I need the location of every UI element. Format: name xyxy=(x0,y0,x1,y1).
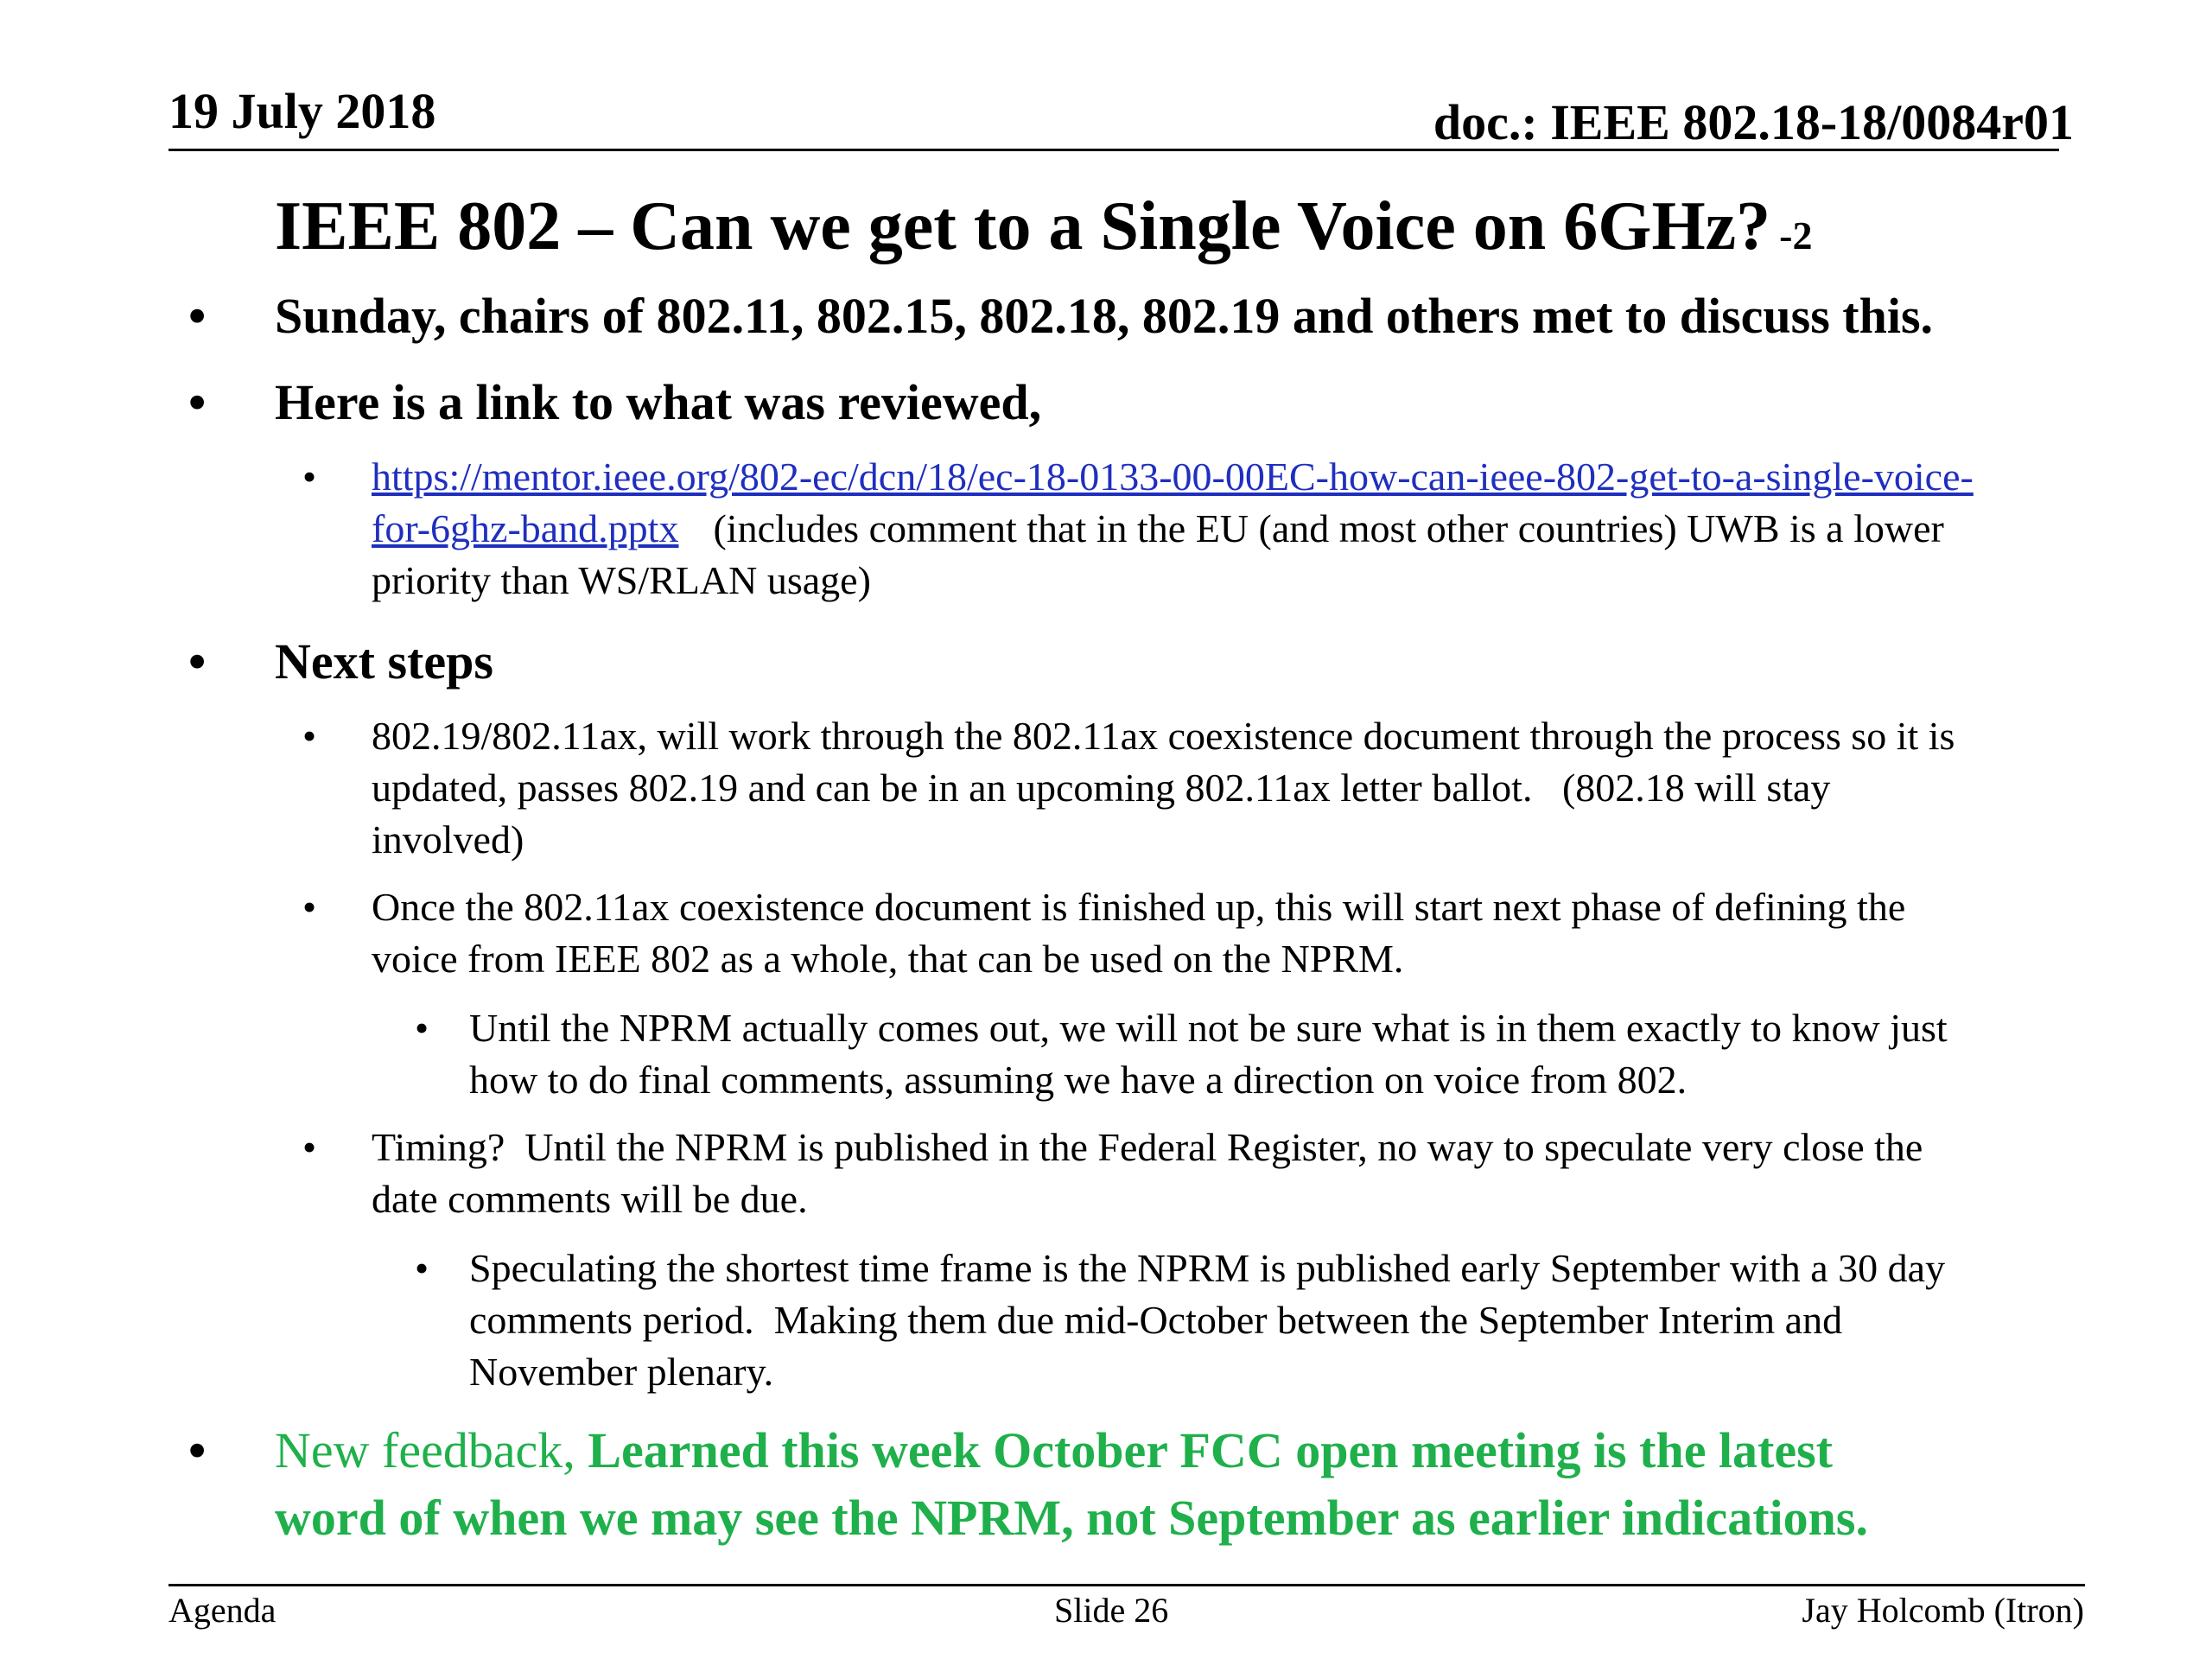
bullet-marker: • xyxy=(415,1246,429,1290)
text-line: 802.19/802.11ax, will work through the 802.11ax coexistence document through the process so it is xyxy=(372,714,1955,758)
header-doc-id: doc.: IEEE 802.18-18/0084r01 xyxy=(1433,94,2074,150)
feedback-text: Learned this week October FCC open meeting is the latest xyxy=(588,1422,1833,1478)
footer-left: Agenda xyxy=(168,1591,276,1630)
header-date: 19 July 2018 xyxy=(168,83,436,139)
feedback-prefix: New feedback, xyxy=(275,1422,575,1478)
feedback-text-cont: word of when we may see the NPRM, not September as earlier indications. xyxy=(275,1490,1868,1546)
bullet-marker: • xyxy=(302,885,317,929)
text-line: involved) xyxy=(372,817,524,861)
bullet-text: Sunday, chairs of 802.11, 802.15, 802.18, 802.19 and others met to discuss this. xyxy=(275,288,1934,344)
feedback-item xyxy=(188,1417,1868,1552)
footer-author: Jay Holcomb (Itron) xyxy=(1802,1591,2084,1630)
list-item xyxy=(302,451,2143,607)
list-item xyxy=(188,370,1042,435)
slide-title-suffix: -2 xyxy=(1779,213,1813,257)
slide-number: Slide 26 xyxy=(1054,1591,1169,1630)
bullet-text: Next steps xyxy=(275,633,493,690)
reviewed-doc-link-cont[interactable]: for-6ghz-band.pptx xyxy=(372,506,679,550)
text-line: Timing? Until the NPRM is published in the Federal Register, no way to speculate very close the xyxy=(372,1125,1923,1169)
text-line: how to do final comments, assuming we have a direction on voice from 802. xyxy=(469,1058,1688,1102)
bullet-text: Here is a link to what was reviewed, xyxy=(275,374,1042,430)
bullet-marker: • xyxy=(188,633,207,690)
link-note: (includes comment that in the EU (and most other countries) UWB is a lower xyxy=(713,506,1944,550)
text-line: updated, passes 802.19 and can be in an upcoming 802.11ax letter ballot. (802.18 will stay xyxy=(372,766,1831,810)
link-note-cont: priority than WS/RLAN usage) xyxy=(372,558,871,602)
list-item xyxy=(302,881,2143,985)
text-line: Once the 802.11ax coexistence document is finished up, this will start next phase of defining the xyxy=(372,885,1906,929)
bullet-marker: • xyxy=(415,1006,429,1050)
reviewed-doc-link[interactable]: https://mentor.ieee.org/802-ec/dcn/18/ec-18-0133-00-00EC-how-can-ieee-802-get-to-a-single-voice- xyxy=(372,454,1974,499)
list-item xyxy=(302,710,2143,866)
list-item xyxy=(415,1243,2145,1398)
list-item xyxy=(188,283,1934,348)
bullet-marker: • xyxy=(302,454,317,499)
text-line: Until the NPRM actually comes out, we will not be sure what is in them exactly to know just xyxy=(469,1006,1948,1050)
footer-divider xyxy=(168,1584,2085,1586)
text-line: November plenary. xyxy=(469,1350,774,1394)
bullet-marker: • xyxy=(302,1125,317,1169)
bullet-marker: • xyxy=(188,374,207,430)
list-item xyxy=(188,629,493,694)
list-item xyxy=(415,1002,2145,1106)
bullet-marker: • xyxy=(188,288,207,344)
text-line: date comments will be due. xyxy=(372,1177,808,1221)
bullet-marker: • xyxy=(302,714,317,758)
text-line: Speculating the shortest time frame is the NPRM is published early September with a 30 day xyxy=(469,1246,1946,1290)
text-line: voice from IEEE 802 as a whole, that can be used on the NPRM. xyxy=(372,937,1404,981)
text-line: comments period. Making them due mid-October between the September Interim and xyxy=(469,1298,1843,1342)
bullet-marker: • xyxy=(188,1422,207,1478)
list-item xyxy=(302,1122,2143,1225)
slide-title-main: IEEE 802 – Can we get to a Single Voice on 6GHz? xyxy=(275,188,1771,264)
